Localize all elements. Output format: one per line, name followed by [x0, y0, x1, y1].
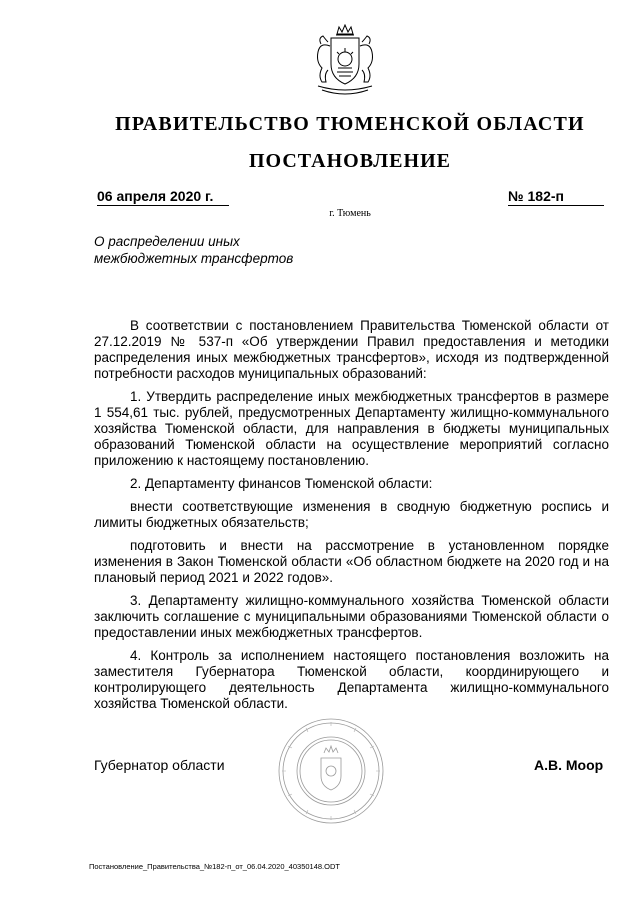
subject-line: О распределении иных [94, 234, 240, 249]
document-type: ПОСТАНОВЛЕНИЕ [249, 150, 451, 172]
document-subject [94, 233, 354, 267]
footer-file-name: Постановление_Правительства_№182-п_от_06.04.2020_40350148.ODT [89, 862, 340, 871]
body-paragraph: 1. Утвердить распределение иных межбюджетных трансфертов в размере 1 554,61 тыс. рублей, предусмотренных Департаменту жилищно-коммунального хозяйства Тюменской области, для направления в бюджеты муниципальных образований Тюменской области на осуществление мероприятий согласно приложению к настоящему постановлению. [94, 389, 609, 468]
subject-line: межбюджетных трансфертов [94, 251, 294, 266]
body-paragraph: 3. Департаменту жилищно-коммунального хозяйства Тюменской области заключить соглашение с муниципальными образованиями Тюменской области о предоставлении иных межбюджетных трансфертов. [94, 593, 609, 640]
body-paragraph: 4. Контроль за исполнением настоящего постановления возложить на заместителя Губернатора Тюменской области, координирующего и контролирующего деятельность Департамента жилищно-коммунального хозяйства Тюменской области. [94, 648, 609, 711]
document-city: г. Тюмень [329, 208, 371, 219]
document-date: 06 апреля 2020 г. [97, 188, 229, 206]
tyumen-coat-of-arms-icon [304, 24, 386, 100]
body-paragraph: В соответствии с постановлением Правительства Тюменской области от 27.12.2019 № 537-п «Об утверждении Правил предоставления и методики распределения иных межбюджетных трансфертов», исходя из подтвержденной потребности расходов муниципальных образований: [94, 318, 609, 381]
body-paragraph: 2. Департаменту финансов Тюменской области: [130, 476, 433, 491]
government-title: ПРАВИТЕЛЬСТВО ТЮМЕНСКОЙ ОБЛАСТИ [115, 113, 585, 135]
body-paragraph: внести соответствующие изменения в сводную бюджетную роспись и лимиты бюджетных обязательств; [94, 499, 609, 530]
number-value: 182-п [527, 188, 564, 204]
body-paragraph: подготовить и внести на рассмотрение в установленном порядке изменения в Закон Тюменской области «Об областном бюджете на 2020 год и на плановый период 2021 и 2022 годов». [94, 538, 609, 585]
document-body [94, 318, 609, 719]
document-number [508, 188, 604, 206]
signer-post: Губернатор области [94, 757, 225, 773]
official-seal-icon [276, 716, 386, 826]
number-prefix: № [508, 188, 524, 204]
signer-name: А.В. Моор [534, 757, 604, 773]
